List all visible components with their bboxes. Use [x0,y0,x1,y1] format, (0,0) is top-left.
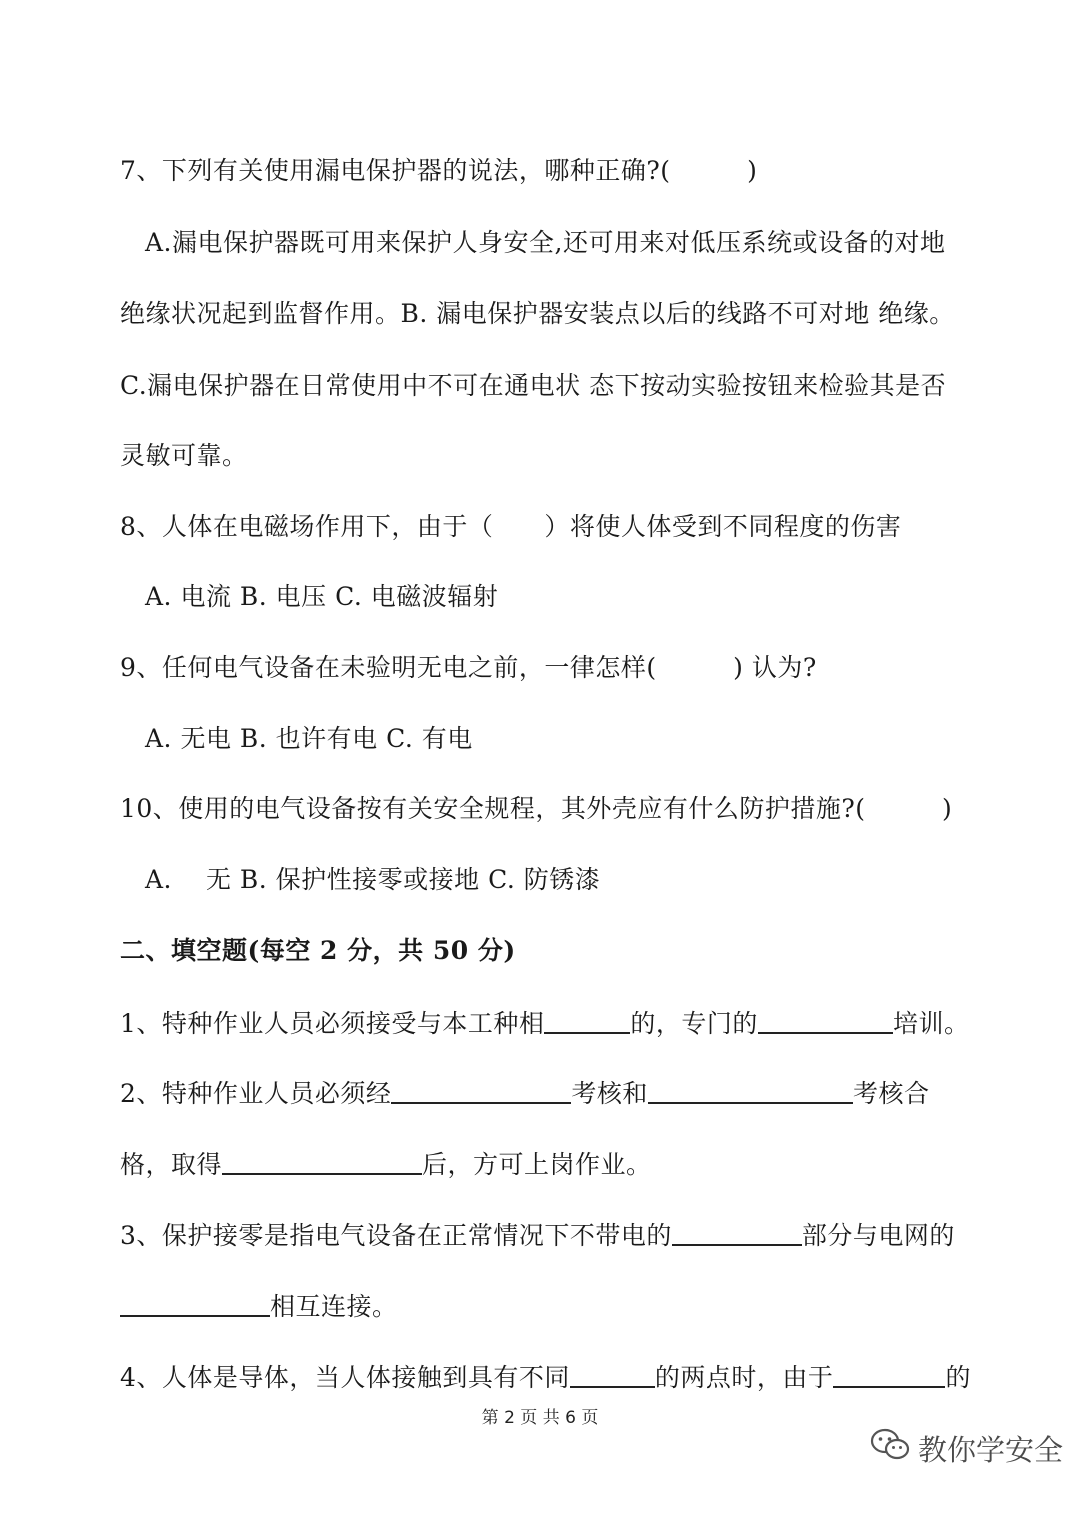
wechat-icon [870,1428,910,1469]
fill-3-cont-text-b: 相互连接。 [270,1292,398,1321]
q7-line-2: 绝缘状况起到监督作用。B. 漏电保护器安装点以后的线路不可对地 绝缘。 [120,299,955,328]
fill-2 [120,1072,952,1112]
fill-2-text-c: 考核合 [852,1079,930,1108]
fill-3-text-b: 部分与电网的 [801,1221,955,1250]
fill-1 [120,1002,970,1042]
fill-3-blank-2 [120,1285,270,1317]
q7-stem: 7、下列有关使用漏电保护器的说法，哪种正确?( ) [120,156,758,185]
fill-2-cont-text-a: 格，取得 [120,1150,223,1179]
q8-stem: 8、人体在电磁场作用下，由于（ ）将使人体受到不同程度的伤害 [120,512,902,541]
q7-line-4: 灵敏可靠。 [120,441,248,470]
q10-stem: 10、使用的电气设备按有关安全规程，其外壳应有什么防护措施?( ) [120,794,953,823]
fill-3-cont [120,1285,952,1325]
fill-2-blank-2 [648,1072,853,1104]
fill-4-text-b: 的两点时，由于 [654,1363,834,1392]
q7-line-3: C.漏电保护器在日常使用中不可在通电状 态下按动实验按钮来检验其是否 [120,371,947,400]
fill-1-blank-2 [758,1002,893,1034]
watermark [870,1428,1063,1469]
q9-stem: 9、任何电气设备在未验明无电之前，一律怎样( ) 认为? [120,653,817,682]
fill-1-blank-1 [544,1002,630,1034]
fill-3 [120,1214,955,1254]
fill-4-text-c: 的 [945,1363,971,1392]
fill-1-text-a: 1、特种作业人员必须接受与本工种相 [120,1009,545,1038]
q10-options: A. 无 B. 保护性接零或接地 C. 防锈漆 [145,865,601,894]
q7-line-1: A.漏电保护器既可用来保护人身安全,还可用来对低压系统或设备的对地 [145,228,946,257]
fill-2-text-b: 考核和 [571,1079,648,1108]
fill-1-text-b: 的，专门的 [630,1009,758,1038]
fill-2-text-a: 2、特种作业人员必须经 [120,1079,392,1108]
fill-3-blank-1 [672,1214,802,1246]
fill-4-blank-1 [570,1356,655,1388]
fill-1-text-c: 培训。 [892,1009,970,1038]
fill-4-text-a: 4、人体是导体，当人体接触到具有不同 [120,1363,570,1392]
fill-2-cont-text-b: 后，方可上岗作业。 [422,1150,652,1179]
fill-2-blank-3 [222,1143,422,1175]
q9-options: A. 无电 B. 也许有电 C. 有电 [145,724,473,753]
section-2-heading: 二、填空题(每空 2 分，共 50 分) [120,936,516,965]
fill-4-blank-2 [833,1356,945,1388]
q8-options: A. 电流 B. 电压 C. 电磁波辐射 [145,582,499,611]
fill-2-blank-1 [391,1072,571,1104]
fill-2-cont [120,1143,952,1183]
fill-3-text-a: 3、保护接零是指电气设备在正常情况下不带电的 [120,1221,672,1250]
watermark-text: 教你学安全 [918,1433,1064,1467]
page-footer: 第 2 页 共 6 页 [481,1408,599,1428]
fill-4 [120,1356,971,1396]
